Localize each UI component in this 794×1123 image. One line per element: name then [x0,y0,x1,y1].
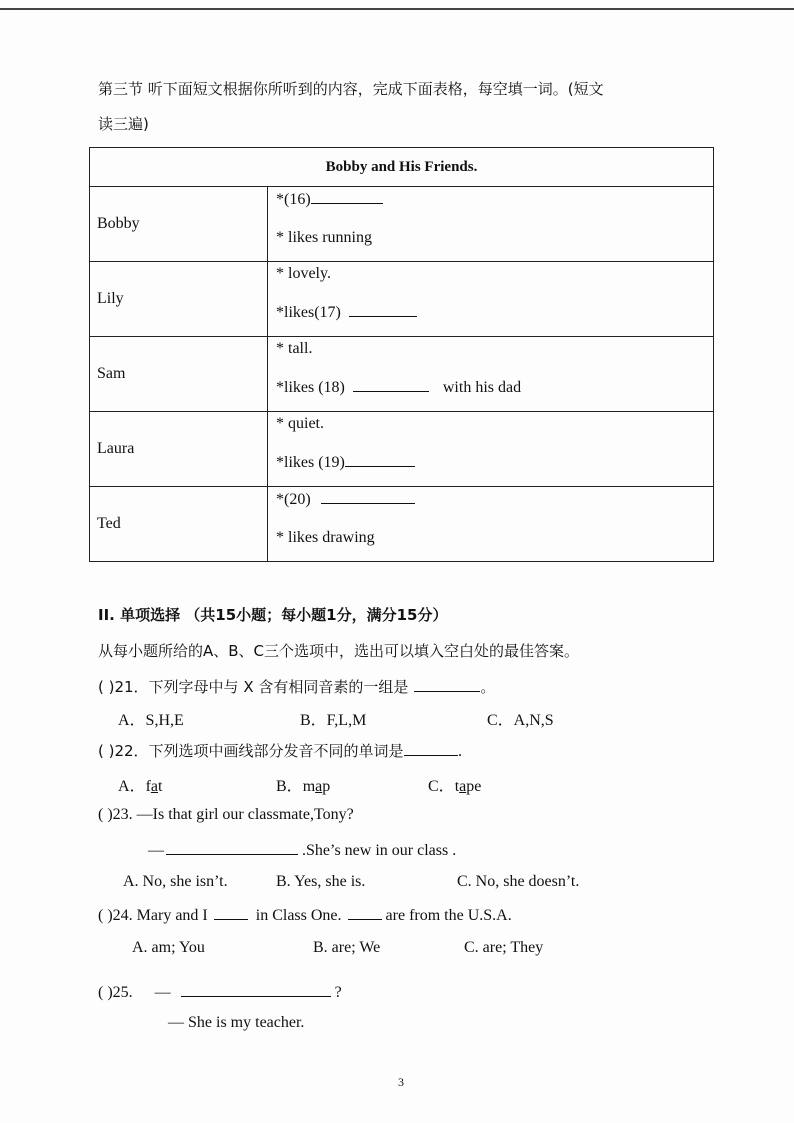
page-number: 3 [398,1075,404,1089]
word-part: t [158,778,163,795]
row-line2: * likes running [276,229,372,246]
section3-instruction-line2: 读三遍) [98,115,149,133]
answer-blank-20[interactable] [321,489,415,504]
q22-answer-blank[interactable] [404,741,458,756]
word-part: pe [466,778,482,795]
table-row [90,262,714,337]
q23-dash: — [148,842,164,859]
row-name: Lily [90,262,268,337]
word-part: m [302,778,316,795]
section2-instruction: 从每小题所给的A、B、C三个选项中，选出可以填入空白处的最佳答案。 [98,642,580,660]
q23-option-c[interactable]: C. No, she doesn’t. [457,873,580,890]
q25-answer-blank[interactable] [181,982,331,997]
word-part: p [322,778,331,795]
q23-reply-line [148,840,456,860]
q24-answer-blank-2[interactable] [348,905,382,920]
answer-blank-17[interactable] [349,302,417,317]
row-line2: *likes(17) [276,304,341,321]
table-row [90,487,714,562]
underlined-letter: a [315,778,323,795]
row-line1: *(16) [276,191,311,208]
word-part: f [145,778,151,795]
q24-option-b[interactable]: B. are; We [313,939,381,956]
q22-stem-line [98,740,462,761]
row-name: Laura [90,412,268,487]
row-info [268,187,714,262]
table-row [90,337,714,412]
q23-option-b[interactable]: B. Yes, she is. [276,873,366,890]
q24-option-c[interactable]: C. are; They [464,939,544,956]
row-line2: *likes (19) [276,454,345,471]
row-line1: * lovely. [276,265,331,282]
row-line1: * quiet. [276,415,324,432]
q25-dash: — [154,984,171,1001]
table-row [90,412,714,487]
row-info [268,412,714,487]
row-name: Bobby [90,187,268,262]
answer-blank-19[interactable] [345,452,415,467]
q21-stem: ( )21．下列字母中与 X 含有相同音素的一组是 [98,678,409,696]
row-line1: * tall. [276,340,313,357]
row-line2: *likes (18) [276,379,345,396]
q21-option-b[interactable]: B．F,L,M [300,712,367,729]
underlined-letter: a [150,778,158,795]
row-info [268,487,714,562]
q23-option-a[interactable]: A. No, she isn’t. [123,873,228,890]
row-name: Sam [90,337,268,412]
word-part: t [454,778,460,795]
row-name: Ted [90,487,268,562]
table-row [90,187,714,262]
q21-end: 。 [480,678,496,696]
row-line2: * likes drawing [276,529,375,546]
bobby-friends-table [89,147,714,562]
q21-option-a[interactable]: A．S,H,E [118,712,184,729]
q24-part1: ( )24. Mary and I [98,907,208,924]
section2-heading: II. 单项选择 （共15小题；每小题1分，满分15分） [98,606,448,624]
underlined-letter: a [459,778,467,795]
q25-reply: — She is my teacher. [168,1014,305,1031]
section3-instruction-line1: 第三节 听下面短文根据你所听到的内容，完成下面表格，每空填一词。(短文 [98,80,604,98]
q21-option-c[interactable]: C．A,N,S [487,712,554,729]
q23-reply: .She’s new in our class . [302,842,457,859]
answer-blank-18[interactable] [353,377,429,392]
row-line1: *(20) [276,491,311,508]
q24-answer-blank-1[interactable] [214,905,248,920]
option-label: C． [428,778,455,795]
q24-stem-line [98,905,512,925]
q24-part3: are from the U.S.A. [385,907,512,924]
q24-option-a[interactable]: A. am; You [132,939,205,956]
q21-stem-line [98,676,495,697]
q21-answer-blank[interactable] [414,677,480,692]
q22-option-c[interactable] [428,773,481,796]
scan-top-border [0,8,794,10]
q23-answer-blank[interactable] [166,840,298,855]
q23-stem: ( )23. —Is that girl our classmate,Tony? [98,806,354,823]
q25-stem-line [98,982,342,1002]
q22-option-a[interactable] [118,773,162,796]
row-line2-after: with his dad [442,379,522,396]
q25-stem: ( )25. [98,984,133,1001]
q22-end: . [457,742,463,760]
q25-end: ? [334,984,342,1001]
option-label: B． [276,778,303,795]
q22-option-b[interactable] [276,773,330,796]
q24-part2: in Class One. [255,907,342,924]
row-info [268,262,714,337]
row-info [268,337,714,412]
option-label: A． [118,778,146,795]
answer-blank-16[interactable] [311,189,383,204]
q22-stem: ( )22．下列选项中画线部分发音不同的单词是 [98,742,404,760]
table-title: Bobby and His Friends. [90,148,714,187]
